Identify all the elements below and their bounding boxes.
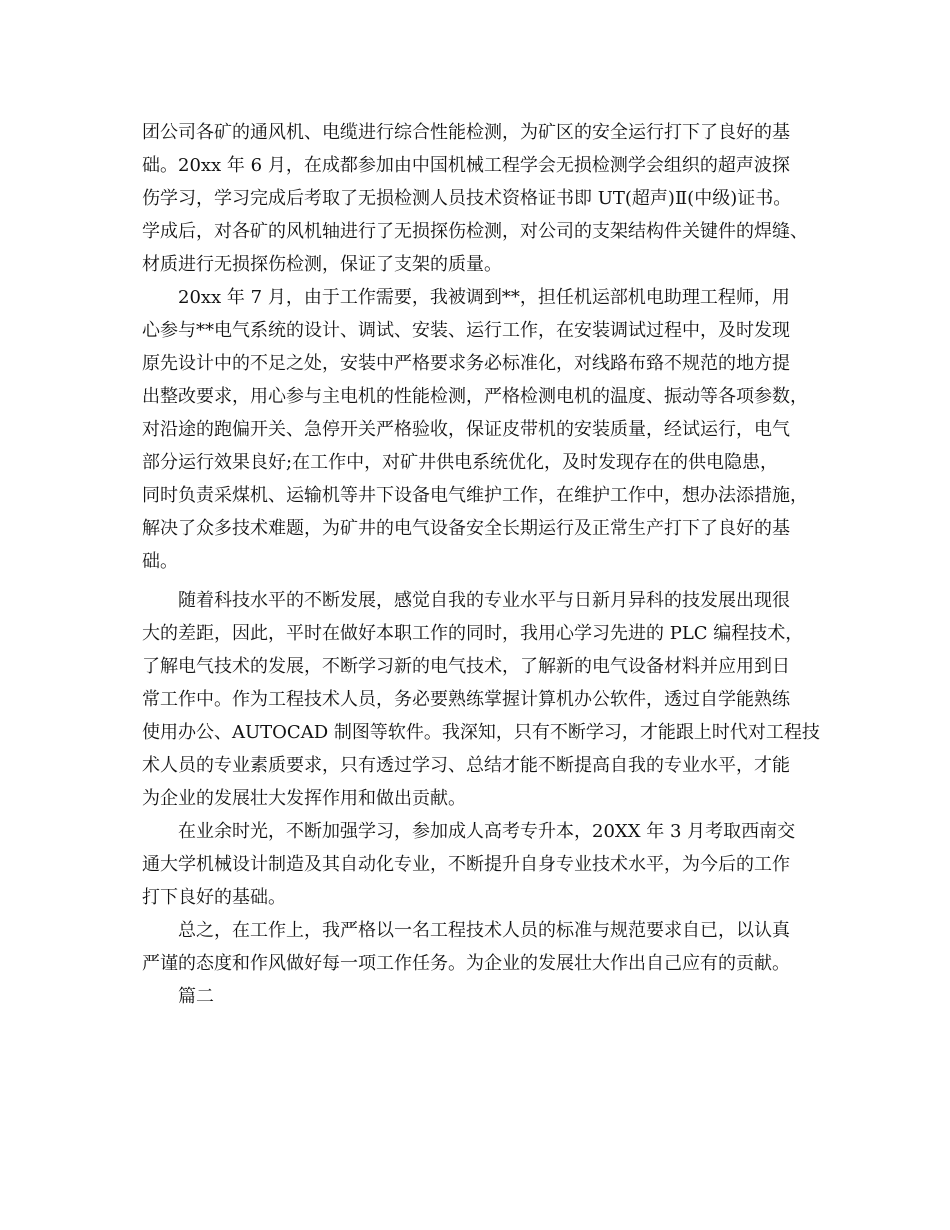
text-line: 对沿途的跑偏开关、急停开关严格验收，保证皮带机的安装质量，经试运行，电气 bbox=[142, 419, 790, 440]
paragraph-start-line: 20xx 年 7 月，由于工作需要，我被调到**，担任机运部机电助理工程师，用 bbox=[178, 287, 790, 308]
text-line: 部分运行效果良好;在工作中，对矿井供电系统优化，及时发现存在的供电隐患， bbox=[142, 452, 779, 473]
document-body bbox=[142, 116, 832, 1013]
text-line: 材质进行无损探伤检测，保证了支架的质量。 bbox=[142, 254, 502, 275]
text-line: 础。 bbox=[142, 551, 178, 572]
paragraph-start-line: 总之，在工作上，我严格以一名工程技术人员的标准与规范要求自已，以认真 bbox=[178, 920, 790, 941]
text-line: 础。20xx 年 6 月，在成都参加由中国机械工程学会无损检测学会组织的超声波探 bbox=[142, 155, 790, 176]
text-line: 同时负责采煤机、运输机等井下设备电气维护工作，在维护工作中，想办法添措施， bbox=[142, 485, 808, 506]
text-line: 使用办公、AUTOCAD 制图等软件。我深知，只有不断学习，才能跟上时代对工程技 bbox=[142, 722, 820, 743]
text-line: 学成后，对各矿的风机轴进行了无损探伤检测，对公司的支架结构件关键件的焊缝、 bbox=[142, 221, 808, 242]
text-line: 大的差距，因此，平时在做好本职工作的同时，我用心学习先进的 PLC 编程技术， bbox=[142, 623, 804, 644]
text-line: 解决了众多技术难题，为矿井的电气设备安全长期运行及正常生产打下了良好的基 bbox=[142, 518, 790, 539]
section-heading: 篇二 bbox=[178, 986, 214, 1007]
text-line: 严谨的态度和作风做好每一项工作任务。为企业的发展壮大作出自己应有的贡献。 bbox=[142, 953, 790, 974]
text-line: 团公司各矿的通风机、电缆进行综合性能检测，为矿区的安全运行打下了良好的基 bbox=[142, 122, 790, 143]
paragraph-start-line: 随着科技水平的不断发展，感觉自我的专业水平与日新月异科的技发展出现很 bbox=[178, 590, 790, 611]
text-line: 通大学机械设计制造及其自动化专业，不断提升自身专业技术水平，为今后的工作 bbox=[142, 854, 790, 875]
text-line: 为企业的发展壮大发挥作用和做出贡献。 bbox=[142, 788, 466, 809]
paragraph-start-line: 在业余时光，不断加强学习，参加成人高考专升本，20XX 年 3 月考取西南交 bbox=[178, 821, 796, 842]
text-line: 原先设计中的不足之处，安装中严格要求务必标准化，对线路布臵不规范的地方提 bbox=[142, 353, 790, 374]
text-line: 术人员的专业素质要求，只有透过学习、总结才能不断提高自我的专业水平，才能 bbox=[142, 755, 790, 776]
text-line: 了解电气技术的发展，不断学习新的电气技术，了解新的电气设备材料并应用到日 bbox=[142, 656, 790, 677]
text-line: 打下良好的基础。 bbox=[142, 887, 286, 908]
text-line: 出整改要求，用心参与主电机的性能检测，严格检测电机的温度、振动等各项参数， bbox=[142, 386, 808, 407]
text-line: 常工作中。作为工程技术人员，务必要熟练掌握计算机办公软件，透过自学能熟练 bbox=[142, 689, 790, 710]
text-line: 心参与**电气系统的设计、调试、安装、运行工作，在安装调试过程中，及时发现 bbox=[142, 320, 790, 341]
text-line: 伤学习，学习完成后考取了无损检测人员技术资格证书即 UT(超声)Ⅱ(中级)证书。 bbox=[142, 188, 792, 209]
